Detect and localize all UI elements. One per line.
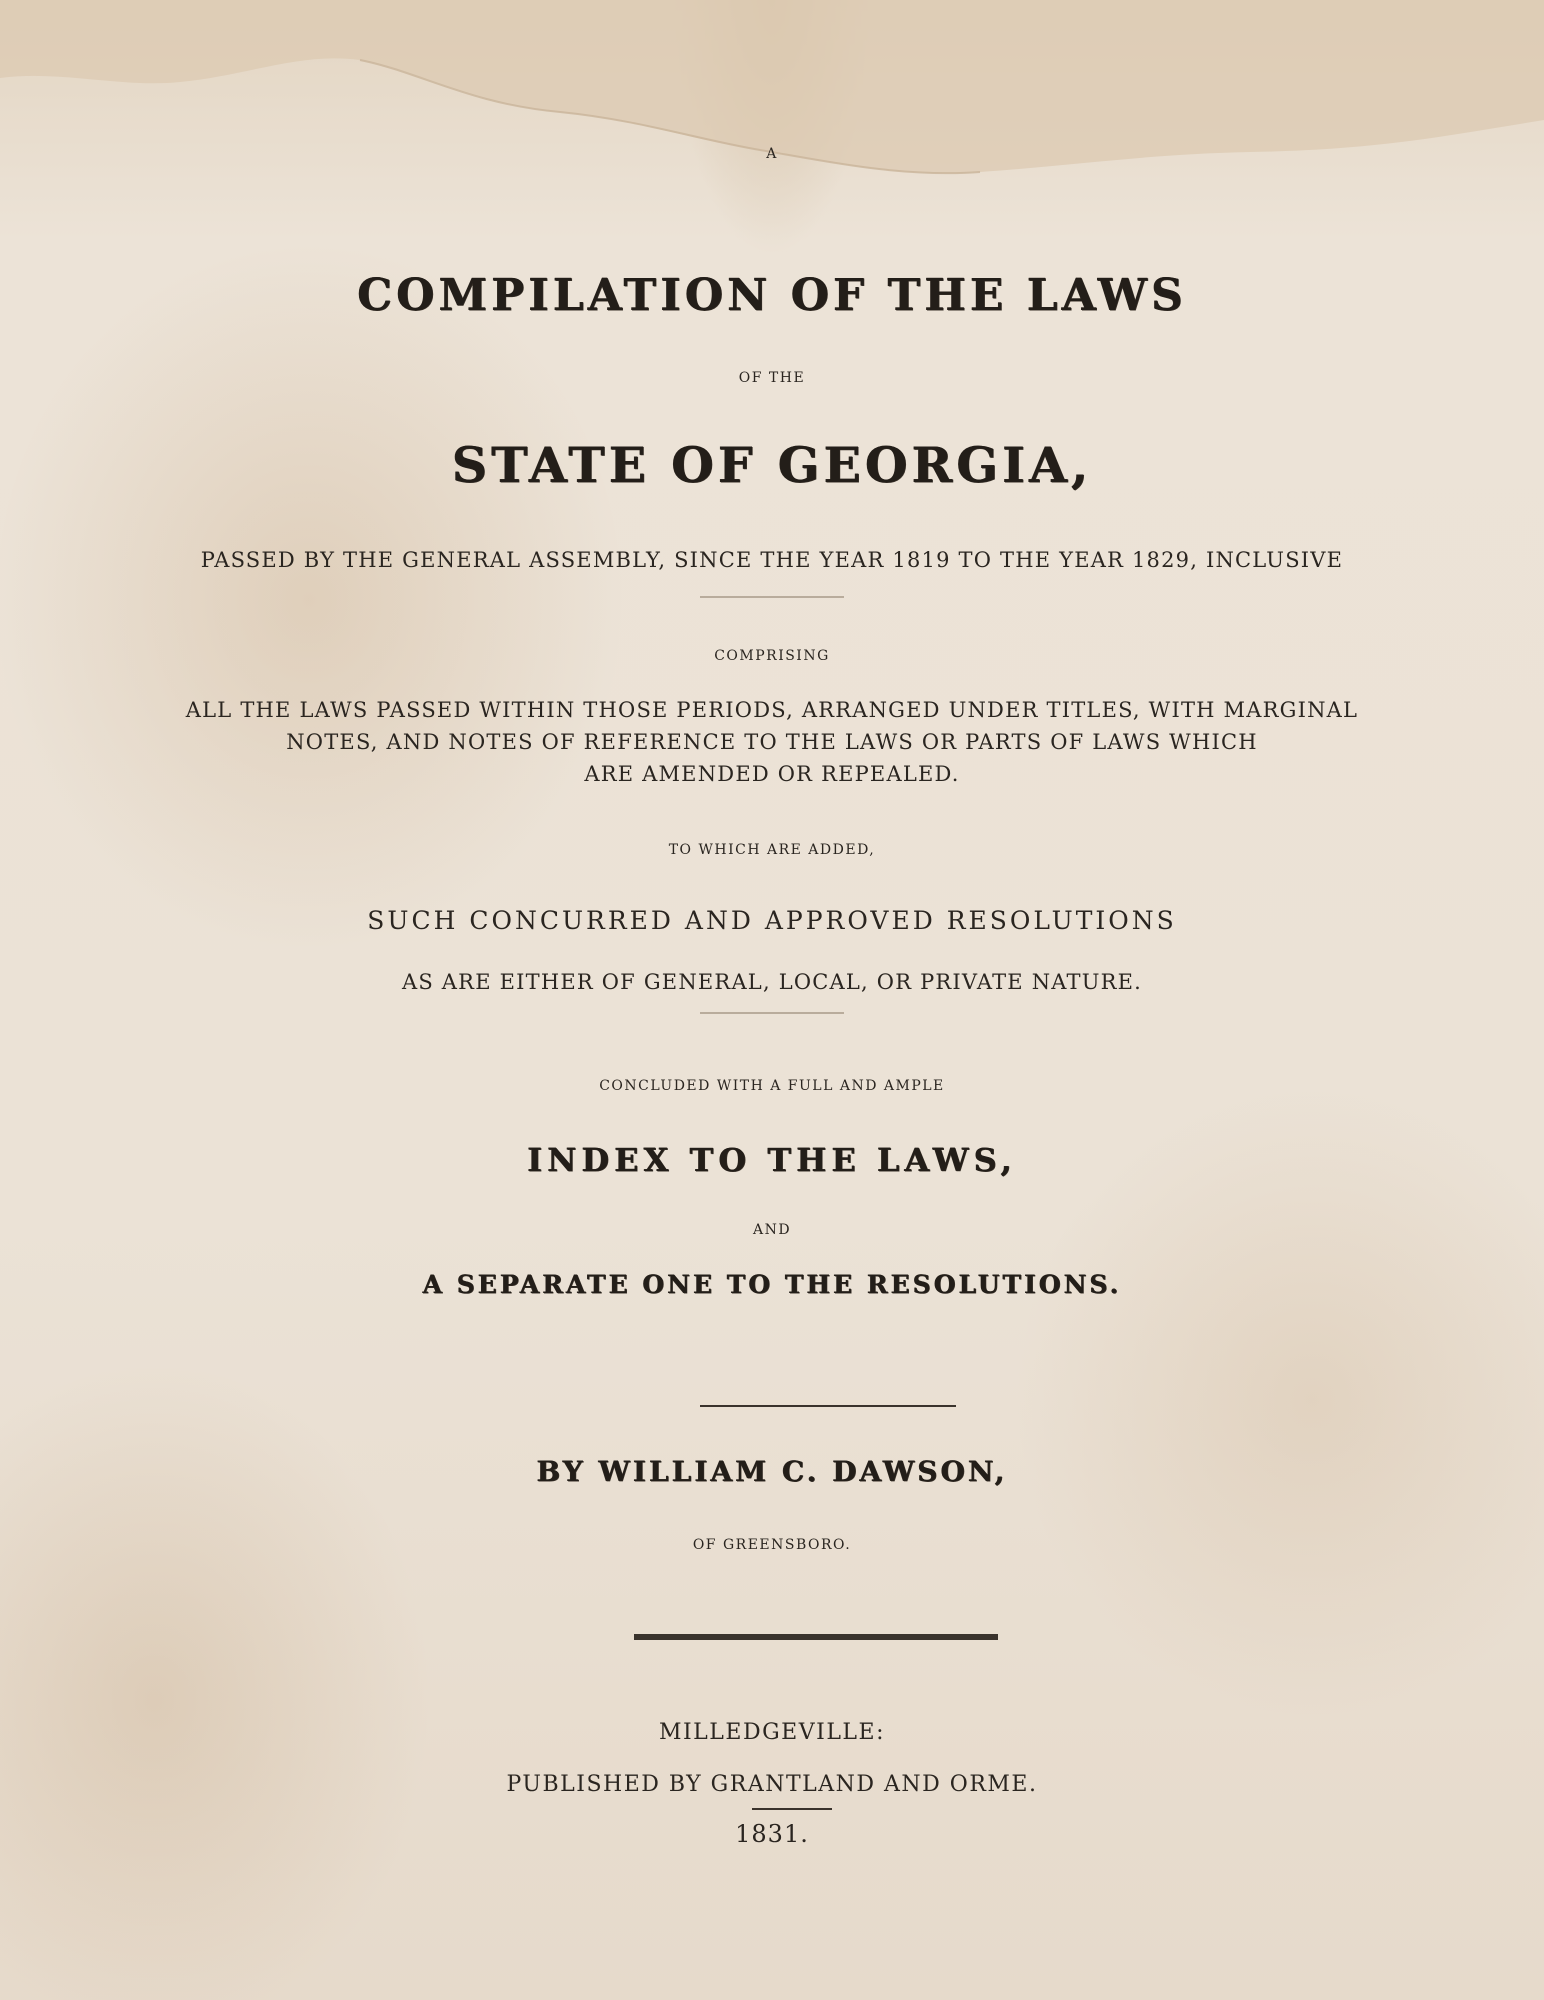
passed-by-line: PASSED BY THE GENERAL ASSEMBLY, SINCE THE YEAR 1819 TO THE YEAR 1829, INCLUSIVE	[200, 548, 1344, 572]
comprising-line-1: ALL THE LAWS PASSED WITHIN THOSE PERIODS, ARRANGED UNDER TITLES, WITH MARGINAL	[185, 698, 1359, 722]
short-rule-3	[752, 1808, 832, 1810]
added-label: TO WHICH ARE ADDED,	[668, 842, 876, 858]
article-a: A	[766, 146, 778, 162]
title-line-1: COMPILATION OF THE LAWS	[357, 270, 1187, 321]
comprising-line-2: NOTES, AND NOTES OF REFERENCE TO THE LAWS OR PARTS OF LAWS WHICH	[286, 730, 1258, 754]
author-place: OF GREENSBORO.	[692, 1537, 852, 1553]
imprint-year: 1831.	[735, 1820, 809, 1848]
author-line: BY WILLIAM C. DAWSON,	[536, 1455, 1008, 1488]
title-connector: OF THE	[738, 370, 806, 386]
resolutions-nature-line: AS ARE EITHER OF GENERAL, LOCAL, OR PRIVATE NATURE.	[401, 970, 1143, 994]
short-rule-1	[700, 596, 844, 598]
and-label: AND	[752, 1222, 792, 1238]
title-line-2: STATE OF GEORGIA,	[451, 436, 1093, 494]
comprising-label: COMPRISING	[714, 648, 830, 664]
separate-index-line: A SEPARATE ONE TO THE RESOLUTIONS.	[422, 1270, 1122, 1299]
imprint-publisher: PUBLISHED BY GRANTLAND AND ORME.	[506, 1772, 1038, 1797]
index-line: INDEX TO THE LAWS,	[527, 1141, 1017, 1179]
short-rule-2	[700, 1012, 844, 1014]
concluded-label: CONCLUDED WITH A FULL AND AMPLE	[599, 1078, 945, 1094]
comprising-line-3: ARE AMENDED OR REPEALED.	[584, 762, 960, 786]
resolutions-line: SUCH CONCURRED AND APPROVED RESOLUTIONS	[367, 906, 1177, 935]
divider-rule	[700, 1405, 956, 1407]
imprint-place: MILLEDGEVILLE:	[658, 1720, 886, 1745]
thick-rule	[634, 1634, 998, 1640]
